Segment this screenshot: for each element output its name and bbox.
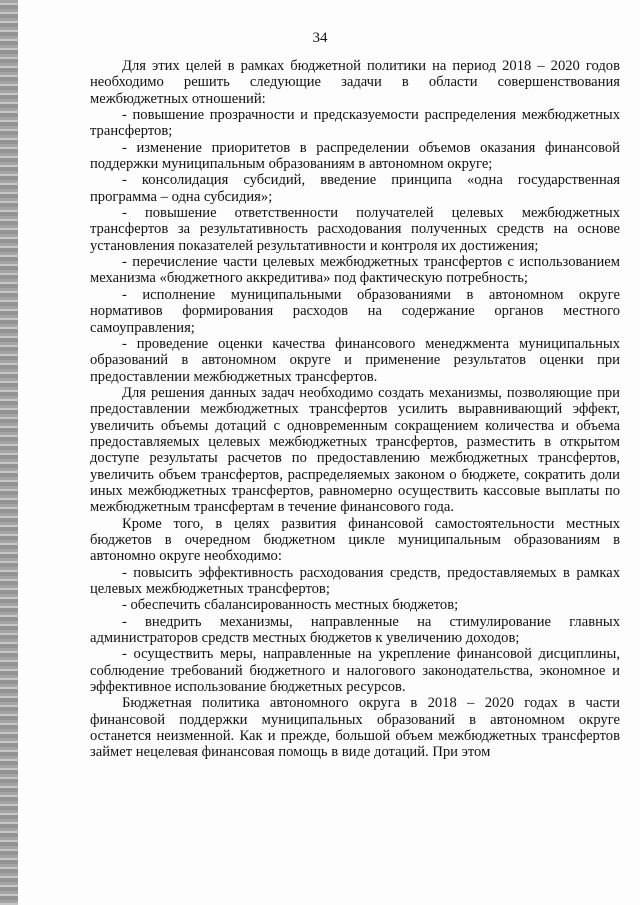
list-item: - повышение ответственности получателей целевых межбюджетных трансфертов за результативность расходования полученных средств на основе установления показателей результативности и контроля их достижения; xyxy=(90,205,620,254)
paragraph: Кроме того, в целях развития финансовой самостоятельности местных бюджетов в очередном бюджетном цикле муниципальным образованиям в автономно округе необходимо: xyxy=(90,515,620,565)
paragraph: Бюджетная политика автономного округа в 2018 – 2020 годах в части финансовой поддержки муниципальных образований в автономном округе останется неизменной. Как и прежде, большой объем межбюджетных трансфертов займет нецелевая финансовая помощь в виде дотаций. При этом xyxy=(90,695,620,761)
list-item: - перечисление части целевых межбюджетных трансфертов с использованием механизма «бюджетного аккредитива» под фактическую потребность; xyxy=(90,254,620,287)
paragraph: Для этих целей в рамках бюджетной политики на период 2018 – 2020 годов необходимо решить следующие задачи в области совершенствования межбюджетных отношений: xyxy=(90,58,620,107)
list-item: - осуществить меры, направленные на укрепление финансовой дисциплины, соблюдение требований бюджетного и налогового законодательства, экономное и эффективное использование бюджетных ресурсов. xyxy=(90,646,620,696)
list-item: - проведение оценки качества финансового менеджмента муниципальных образований в автономном округе и применение результатов оценки при предоставлении межбюджетных трансфертов. xyxy=(90,335,620,385)
list-item: - исполнение муниципальными образованиями в автономном округе нормативов формирования расходов на содержание органов местного самоуправления; xyxy=(90,286,620,336)
document-body xyxy=(90,58,620,761)
list-item: - повышение прозрачности и предсказуемости распределения межбюджетных трансфертов; xyxy=(90,107,620,140)
paragraph: Для решения данных задач необходимо создать механизмы, позволяющие при предоставлении межбюджетных трансфертов усилить выравнивающий эффект, увеличить объемы дотаций с одновременным сокращением количества и объема предоставляемых целевых межбюджетных трансфертов, разместить в открытом доступе результаты расчетов по предоставлению межбюджетных трансфертов, увеличить объем трансфертов, распределяемых законом о бюджете, сократить доли иных межбюджетных трансфертов, равномерно осуществить кассовые выплаты по межбюджетным трансфертам в течение финансового года. xyxy=(90,384,620,516)
binding-edge xyxy=(0,0,18,905)
list-item: - обеспечить сбалансированность местных бюджетов; xyxy=(122,597,459,614)
page-number: 34 xyxy=(312,30,328,46)
list-item: - консолидация субсидий, введение принципа «одна государственная программа – одна субсидия»; xyxy=(90,172,620,205)
list-item: - внедрить механизмы, направленные на стимулирование главных администраторов средств местных бюджетов к увеличению доходов; xyxy=(90,613,620,647)
list-item: - повысить эффективность расходования средств, предоставляемых в рамках целевых межбюджетных трансфертов; xyxy=(90,564,620,597)
list-item: - изменение приоритетов в распределении объемов оказания финансовой поддержки муниципальным образованиям в автономном округе; xyxy=(90,139,620,173)
